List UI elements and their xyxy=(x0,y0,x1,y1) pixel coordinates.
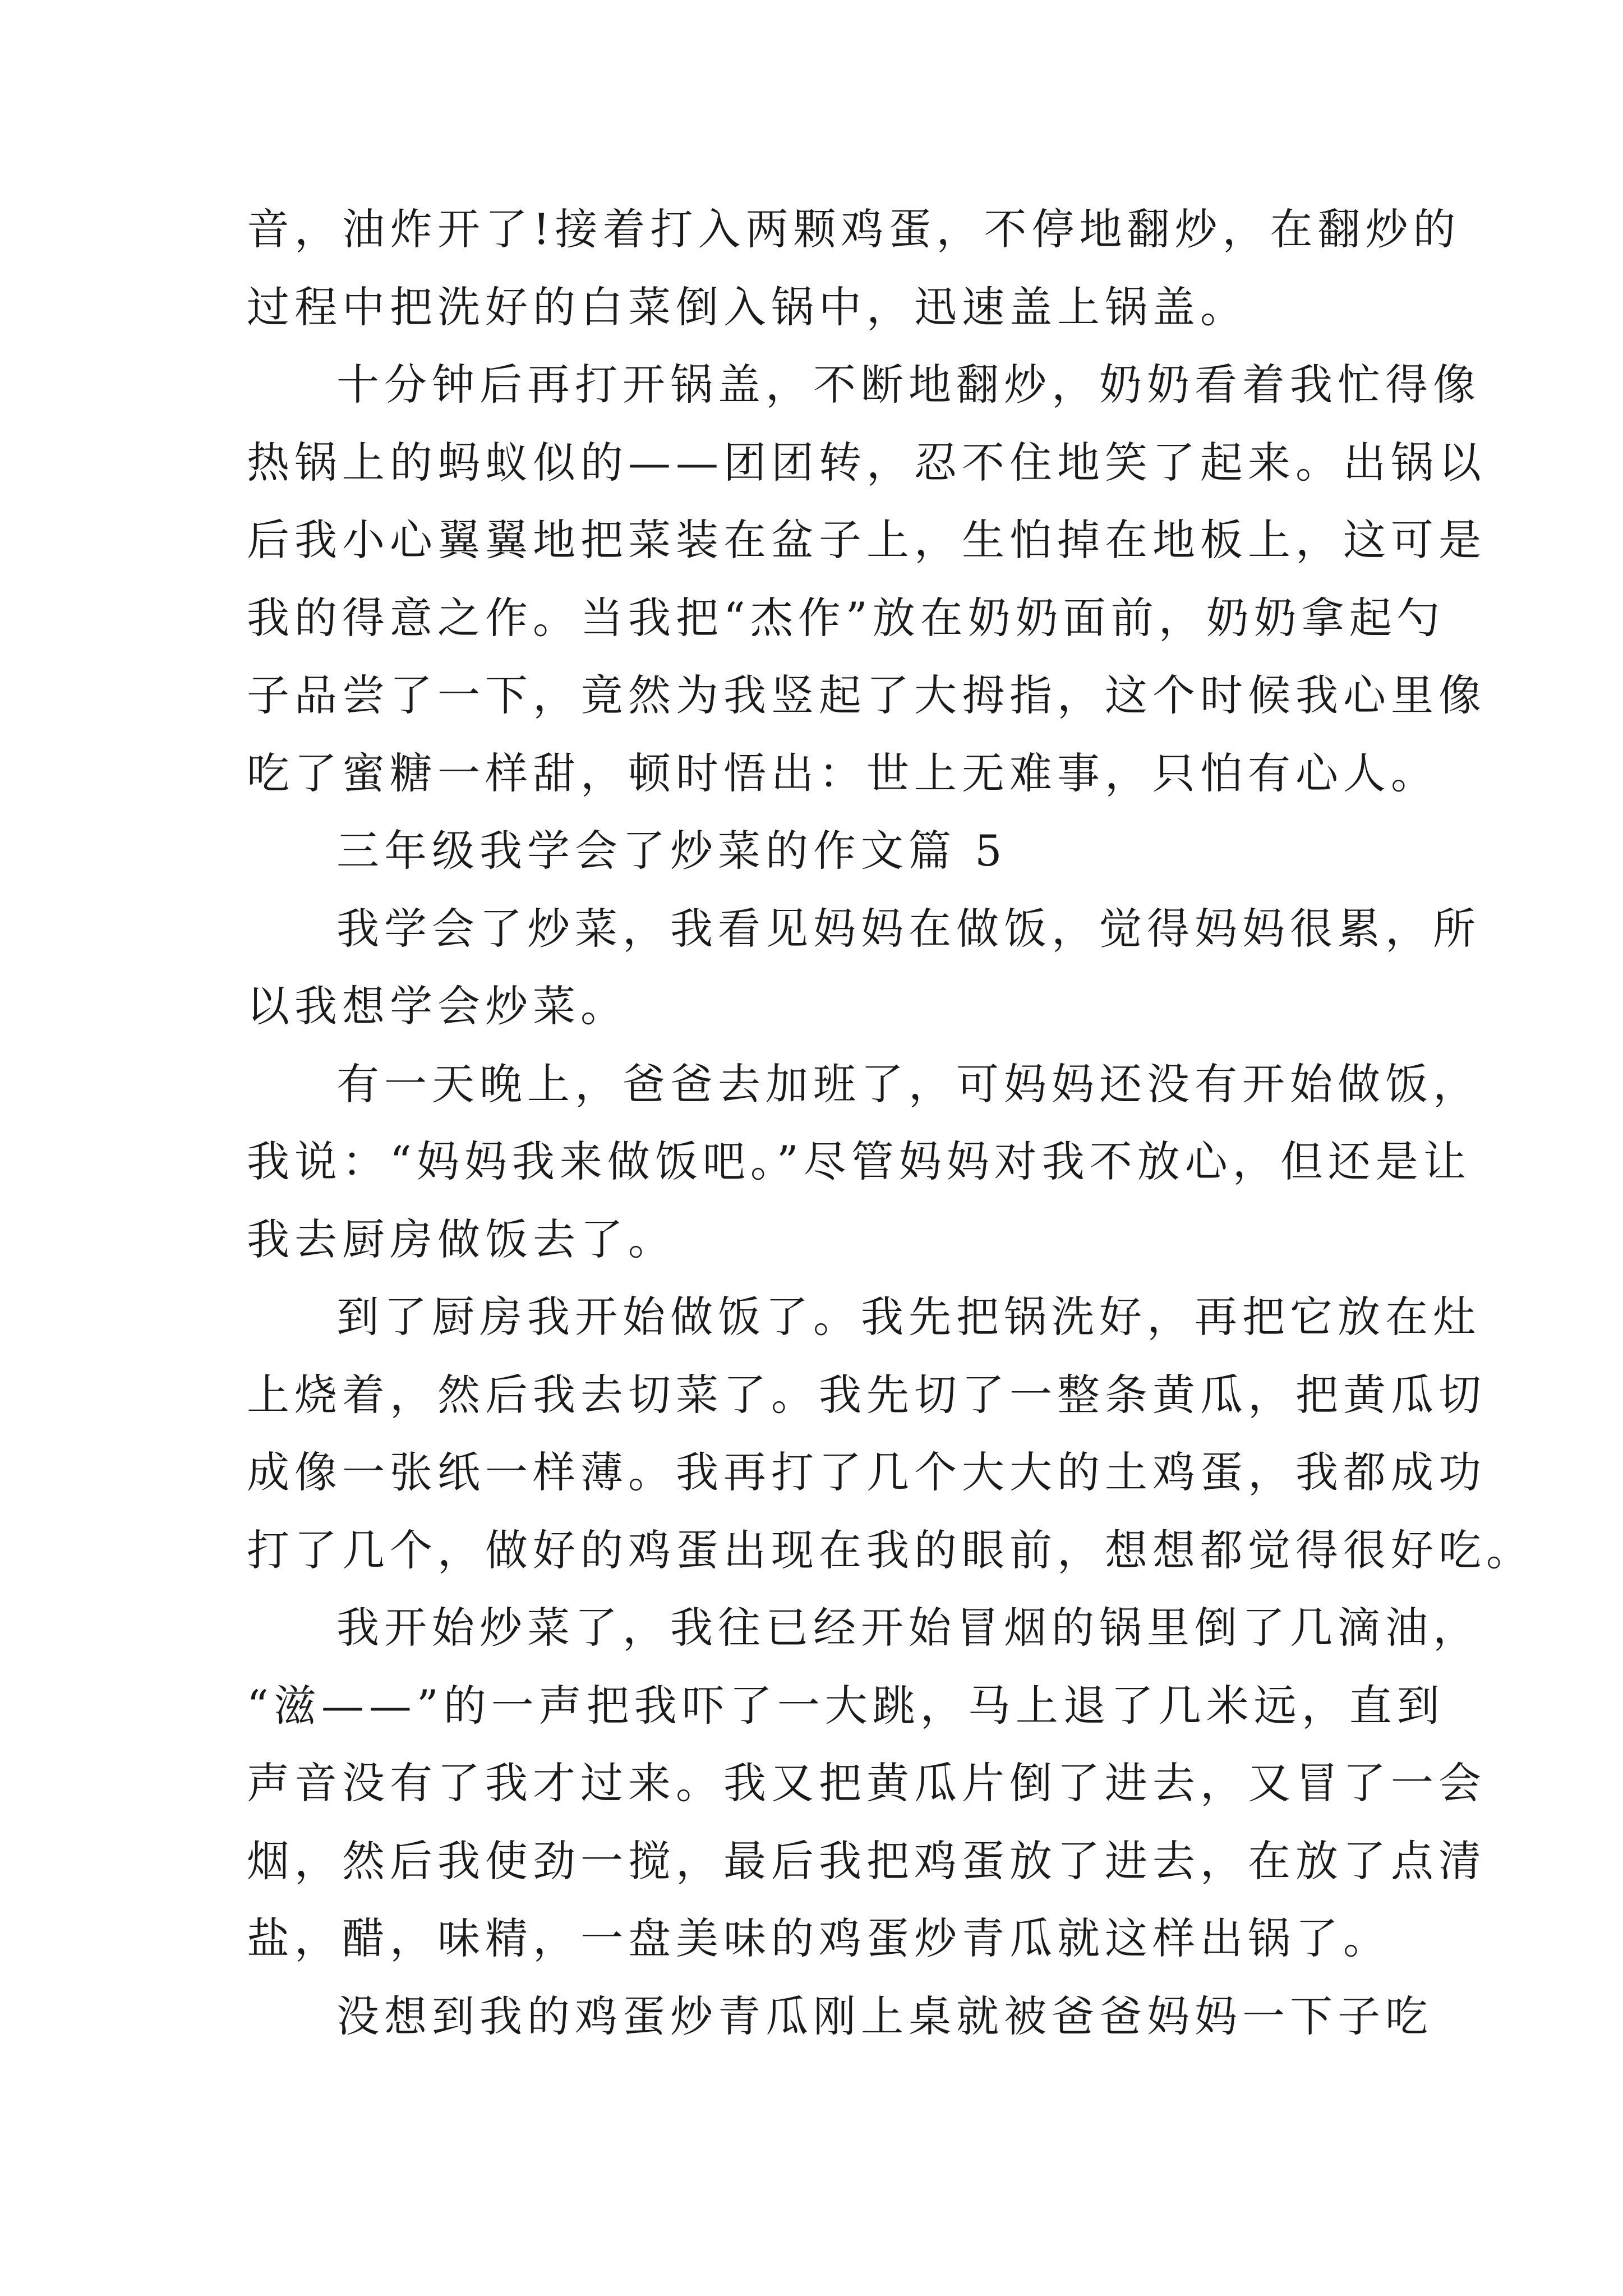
section-heading: 三年级我学会了炒菜的作文篇 5 xyxy=(336,826,1007,876)
text-line-17: 成像一张纸一样薄。我再打了几个大大的土鸡蛋，我都成功 xyxy=(247,1447,1486,1497)
text-line-20: “滋——”的一声把我吓了一大跳，马上退了几米远，直到 xyxy=(247,1680,1445,1731)
text-line-8: 吃了蜜糖一样甜，顿时悟出：世上无难事，只怕有心人。 xyxy=(247,748,1438,798)
text-line-7: 子品尝了一下，竟然为我竖起了大拇指，这个时候我心里像 xyxy=(247,670,1486,720)
text-line-2: 过程中把洗好的白菜倒入锅中，迅速盖上锅盖。 xyxy=(247,282,1248,332)
document-body xyxy=(247,191,1534,2055)
text-line-12: 有一天晚上，爸爸去加班了，可妈妈还没有开始做饭， xyxy=(336,1059,1481,1109)
text-line-19: 我开始炒菜了，我往已经开始冒烟的锅里倒了几滴油， xyxy=(336,1603,1481,1653)
text-line-11: 以我想学会炒菜。 xyxy=(247,981,628,1031)
text-line-23: 盐，醋，味精，一盘美味的鸡蛋炒青瓜就这样出锅了。 xyxy=(247,1913,1391,1963)
text-line-4: 热锅上的蚂蚁似的——团团转，忍不住地笑了起来。出锅以 xyxy=(247,437,1486,487)
text-line-3: 十分钟后再打开锅盖，不断地翻炒，奶奶看着我忙得像 xyxy=(336,360,1481,409)
text-line-10: 我学会了炒菜，我看见妈妈在做饭，觉得妈妈很累，所 xyxy=(336,903,1481,954)
text-line-18: 打了几个，做好的鸡蛋出现在我的眼前，想想都觉得很好吃。 xyxy=(247,1525,1534,1575)
text-line-15: 到了厨房我开始做饭了。我先把锅洗好，再把它放在灶 xyxy=(336,1292,1481,1342)
text-line-13: 我说：“妈妈我来做饭吧。”尽管妈妈对我不放心，但还是让 xyxy=(247,1137,1471,1186)
text-line-16: 上烧着，然后我去切菜了。我先切了一整条黄瓜，把黄瓜切 xyxy=(247,1369,1486,1420)
text-line-1: 音，油炸开了!接着打入两颗鸡蛋，不停地翻炒，在翻炒的 xyxy=(247,204,1461,254)
text-line-24: 没想到我的鸡蛋炒青瓜刚上桌就被爸爸妈妈一下子吃 xyxy=(336,1991,1433,2041)
text-line-14: 我去厨房做饭去了。 xyxy=(247,1214,676,1264)
text-line-21: 声音没有了我才过来。我又把黄瓜片倒了进去，又冒了一会 xyxy=(247,1758,1486,1808)
text-line-22: 烟，然后我使劲一搅，最后我把鸡蛋放了进去，在放了点清 xyxy=(247,1835,1486,1886)
text-line-6: 我的得意之作。当我把“杰作”放在奶奶面前，奶奶拿起勺 xyxy=(247,592,1445,643)
text-line-5: 后我小心翼翼地把菜装在盆子上，生怕掉在地板上，这可是 xyxy=(247,515,1486,565)
